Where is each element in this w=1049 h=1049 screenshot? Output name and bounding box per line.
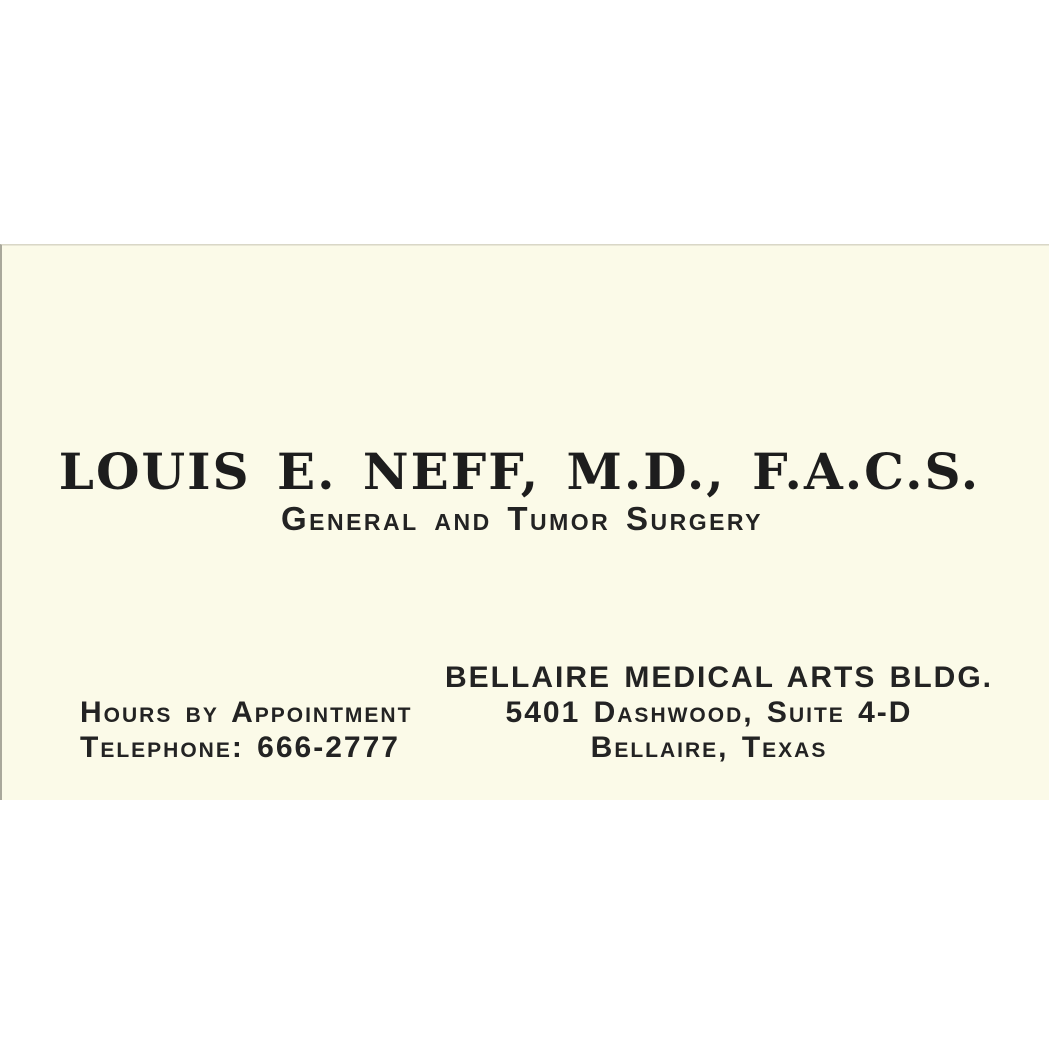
hours-line: Hours by Appointment xyxy=(80,696,413,729)
business-card xyxy=(0,244,1049,800)
address-block xyxy=(445,660,993,765)
city-line: Bellaire, Texas xyxy=(590,731,828,764)
building-line: BELLAIRE MEDICAL ARTS BLDG. xyxy=(445,661,993,694)
doctor-name: LOUIS E. NEFF, M.D., F.A.C.S. xyxy=(58,442,981,501)
street-line: 5401 Dashwood, Suite 4-D xyxy=(505,696,913,729)
telephone-line: Telephone: 666-2777 xyxy=(80,731,400,764)
contact-block xyxy=(80,695,412,765)
specialty-line: General and Tumor Surgery xyxy=(280,500,764,537)
